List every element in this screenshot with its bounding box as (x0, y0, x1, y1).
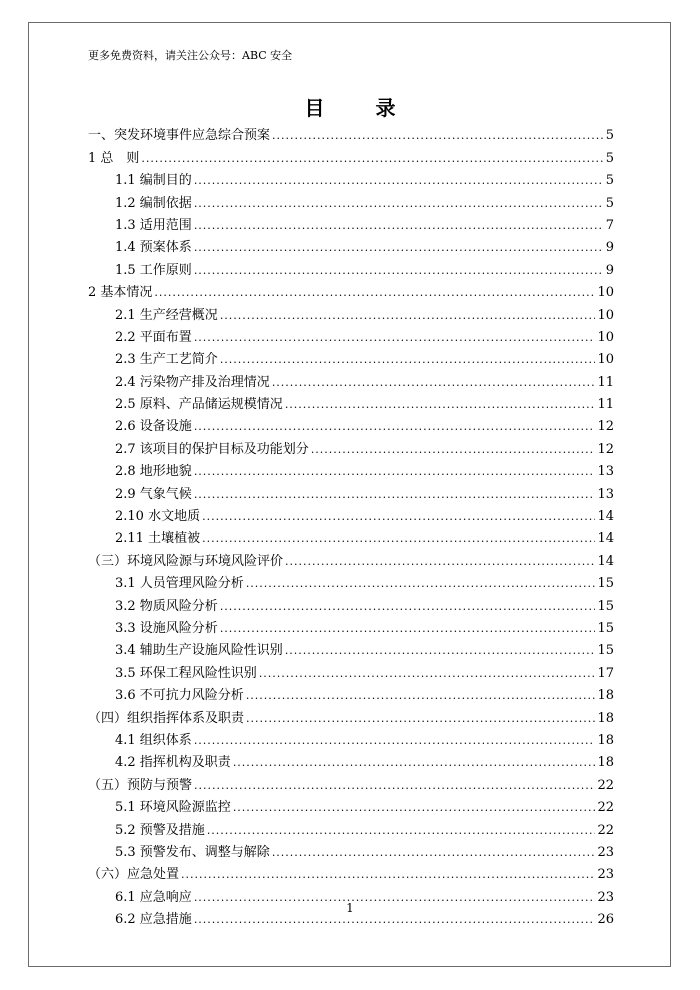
toc-entry-page: 12 (597, 419, 614, 435)
toc-entry[interactable] (88, 525, 614, 547)
toc-entry-title: 3.6 不可抗力风险分析 (115, 688, 244, 704)
toc-entry[interactable] (88, 435, 614, 457)
toc-entry-title: 2.8 地形地貌 (115, 464, 192, 480)
toc-entry-page: 13 (597, 486, 614, 502)
toc-entry-title: 2 基本情况 (88, 285, 153, 301)
toc-entry-title: 2.6 设备设施 (115, 419, 192, 435)
toc-entry[interactable] (88, 189, 614, 211)
toc-entry-title: 1.4 预案体系 (115, 240, 192, 256)
toc-dot-leader (194, 733, 596, 749)
toc-entry-title: （五）预防与预警 (88, 777, 193, 793)
toc-entry[interactable] (88, 637, 614, 659)
toc-entry-title: 3.1 人员管理风险分析 (115, 576, 244, 592)
toc-dot-leader (194, 330, 596, 346)
toc-entry[interactable] (88, 256, 614, 278)
toc-entry-page: 11 (597, 397, 614, 413)
toc-entry-title: 3.3 设施风险分析 (115, 620, 218, 636)
toc-entry-page: 7 (605, 217, 614, 233)
table-of-contents (88, 122, 614, 928)
toc-entry[interactable] (88, 861, 614, 883)
toc-entry-page: 10 (597, 285, 614, 301)
toc-entry[interactable] (88, 144, 614, 166)
toc-entry[interactable] (88, 167, 614, 189)
toc-entry[interactable] (88, 503, 614, 525)
toc-entry-title: 1.3 适用范围 (115, 217, 192, 233)
toc-entry-title: 5.3 预警发布、调整与解除 (115, 844, 270, 860)
toc-entry[interactable] (88, 771, 614, 793)
toc-entry-title: 4.1 组织体系 (115, 732, 192, 748)
toc-entry-page: 5 (605, 150, 614, 166)
toc-dot-leader (233, 800, 596, 816)
toc-entry-page: 23 (597, 889, 614, 905)
toc-entry-page: 15 (597, 643, 614, 659)
toc-entry-page: 13 (597, 464, 614, 480)
toc-entry-page: 22 (597, 822, 614, 838)
toc-dot-leader (220, 599, 596, 615)
toc-entry-page: 14 (597, 531, 614, 547)
toc-entry-title: 1.1 编制目的 (115, 173, 192, 189)
toc-entry-title: （三）环境风险源与环境风险评价 (88, 553, 284, 569)
toc-entry[interactable] (88, 816, 614, 838)
toc-entry-page: 5 (605, 128, 614, 144)
toc-entry-page: 10 (597, 307, 614, 323)
toc-entry-title: 2.10 水文地质 (115, 509, 201, 525)
toc-dot-leader (285, 643, 596, 659)
toc-entry-page: 5 (605, 195, 614, 211)
toc-entry[interactable] (88, 212, 614, 234)
toc-entry[interactable] (88, 480, 614, 502)
toc-dot-leader (285, 397, 596, 413)
toc-dot-leader (202, 509, 595, 525)
toc-dot-leader (220, 308, 596, 324)
toc-entry[interactable] (88, 547, 614, 569)
toc-dot-leader (141, 151, 603, 167)
toc-dot-leader (207, 823, 596, 839)
toc-entry[interactable] (88, 659, 614, 681)
toc-entry[interactable] (88, 615, 614, 637)
toc-entry-page: 14 (597, 509, 614, 525)
toc-entry-title: 2.2 平面布置 (115, 329, 192, 345)
toc-dot-leader (194, 218, 604, 234)
toc-entry-page: 23 (597, 844, 614, 860)
toc-entry-title: （四）组织指挥体系及职责 (88, 710, 245, 726)
toc-entry[interactable] (88, 368, 614, 390)
toc-entry[interactable] (88, 727, 614, 749)
toc-dot-leader (272, 128, 604, 144)
toc-entry-page: 9 (605, 240, 614, 256)
toc-entry-title: 2.11 土壤植被 (115, 531, 201, 547)
toc-dot-leader (194, 419, 596, 435)
toc-entry-title: 6.1 应急响应 (115, 889, 192, 905)
toc-entry-page: 10 (597, 329, 614, 345)
toc-entry-title: 1 总 则 (88, 150, 140, 166)
toc-entry[interactable] (88, 839, 614, 861)
toc-entry-title: 1.5 工作原则 (115, 262, 192, 278)
toc-dot-leader (311, 442, 596, 458)
toc-dot-leader (194, 487, 596, 503)
toc-entry[interactable] (88, 592, 614, 614)
toc-entry-page: 23 (597, 867, 614, 883)
toc-entry[interactable] (88, 413, 614, 435)
toc-dot-leader (233, 755, 596, 771)
toc-entry-page: 9 (605, 262, 614, 278)
toc-entry-page: 18 (597, 710, 614, 726)
toc-dot-leader (220, 352, 596, 368)
toc-entry[interactable] (88, 391, 614, 413)
toc-dot-leader (194, 778, 595, 794)
toc-entry[interactable] (88, 234, 614, 256)
toc-entry-page: 11 (597, 374, 614, 390)
toc-dot-leader (154, 285, 595, 301)
toc-entry-title: 3.4 辅助生产设施风险性识别 (115, 643, 283, 659)
toc-entry-page: 10 (597, 352, 614, 368)
toc-entry-title: 5.1 环境风险源监控 (115, 800, 231, 816)
toc-entry[interactable] (88, 794, 614, 816)
toc-dot-leader (272, 375, 596, 391)
toc-dot-leader (259, 666, 596, 682)
toc-entry-title: 3.2 物质风险分析 (115, 598, 218, 614)
toc-entry[interactable] (88, 682, 614, 704)
toc-entry-title: 1.2 编制依据 (115, 195, 192, 211)
toc-entry-title: 5.2 预警及措施 (115, 822, 205, 838)
toc-dot-leader (202, 531, 595, 547)
toc-entry-page: 14 (597, 553, 614, 569)
toc-entry-title: （六）应急处置 (88, 867, 180, 883)
toc-entry[interactable] (88, 122, 614, 144)
toc-dot-leader (272, 845, 596, 861)
toc-entry-page: 18 (597, 688, 614, 704)
toc-entry-title: 2.5 原料、产品储运规模情况 (115, 397, 283, 413)
toc-title: 目 录 (304, 96, 418, 120)
toc-entry-page: 17 (597, 665, 614, 681)
toc-entry[interactable] (88, 279, 614, 301)
toc-entry[interactable] (88, 749, 614, 771)
toc-entry-title: 3.5 环保工程风险性识别 (115, 665, 257, 681)
toc-entry-page: 18 (597, 755, 614, 771)
toc-entry-title: 2.9 气象气候 (115, 486, 192, 502)
toc-dot-leader (246, 576, 596, 592)
toc-dot-leader (194, 464, 596, 480)
toc-entry-title: 2.3 生产工艺简介 (115, 352, 218, 368)
toc-entry-page: 18 (597, 732, 614, 748)
toc-entry-page: 5 (605, 173, 614, 189)
toc-entry-page: 22 (597, 777, 614, 793)
toc-entry-page: 15 (597, 598, 614, 614)
header-note: 更多免费资料，请关注公众号：ABC 安全 (88, 49, 293, 62)
toc-entry-page: 26 (597, 912, 614, 928)
toc-dot-leader (246, 688, 596, 704)
toc-entry[interactable] (88, 301, 614, 323)
toc-entry-title: 2.1 生产经营概况 (115, 307, 218, 323)
toc-entry-title: 一、突发环境事件应急综合预案 (88, 128, 271, 144)
toc-entry-title: 2.4 污染物产排及治理情况 (115, 374, 270, 390)
toc-dot-leader (181, 867, 595, 883)
toc-dot-leader (194, 196, 604, 212)
toc-dot-leader (194, 263, 604, 279)
toc-entry[interactable] (88, 324, 614, 346)
toc-entry[interactable] (88, 570, 614, 592)
toc-entry-title: 2.7 该项目的保护目标及功能划分 (115, 441, 309, 457)
toc-dot-leader (220, 621, 596, 637)
toc-dot-leader (194, 240, 604, 256)
page-number: 1 (346, 901, 354, 915)
toc-entry-page: 15 (597, 576, 614, 592)
toc-entry[interactable] (88, 346, 614, 368)
toc-entry-page: 12 (597, 441, 614, 457)
toc-entry-page: 15 (597, 620, 614, 636)
toc-dot-leader (285, 554, 595, 570)
toc-entry-title: 4.2 指挥机构及职责 (115, 755, 231, 771)
toc-dot-leader (246, 711, 595, 727)
toc-entry-title: 6.2 应急措施 (115, 912, 192, 928)
toc-entry-page: 22 (597, 800, 614, 816)
toc-dot-leader (194, 173, 604, 189)
toc-entry[interactable] (88, 458, 614, 480)
toc-entry[interactable] (88, 704, 614, 726)
